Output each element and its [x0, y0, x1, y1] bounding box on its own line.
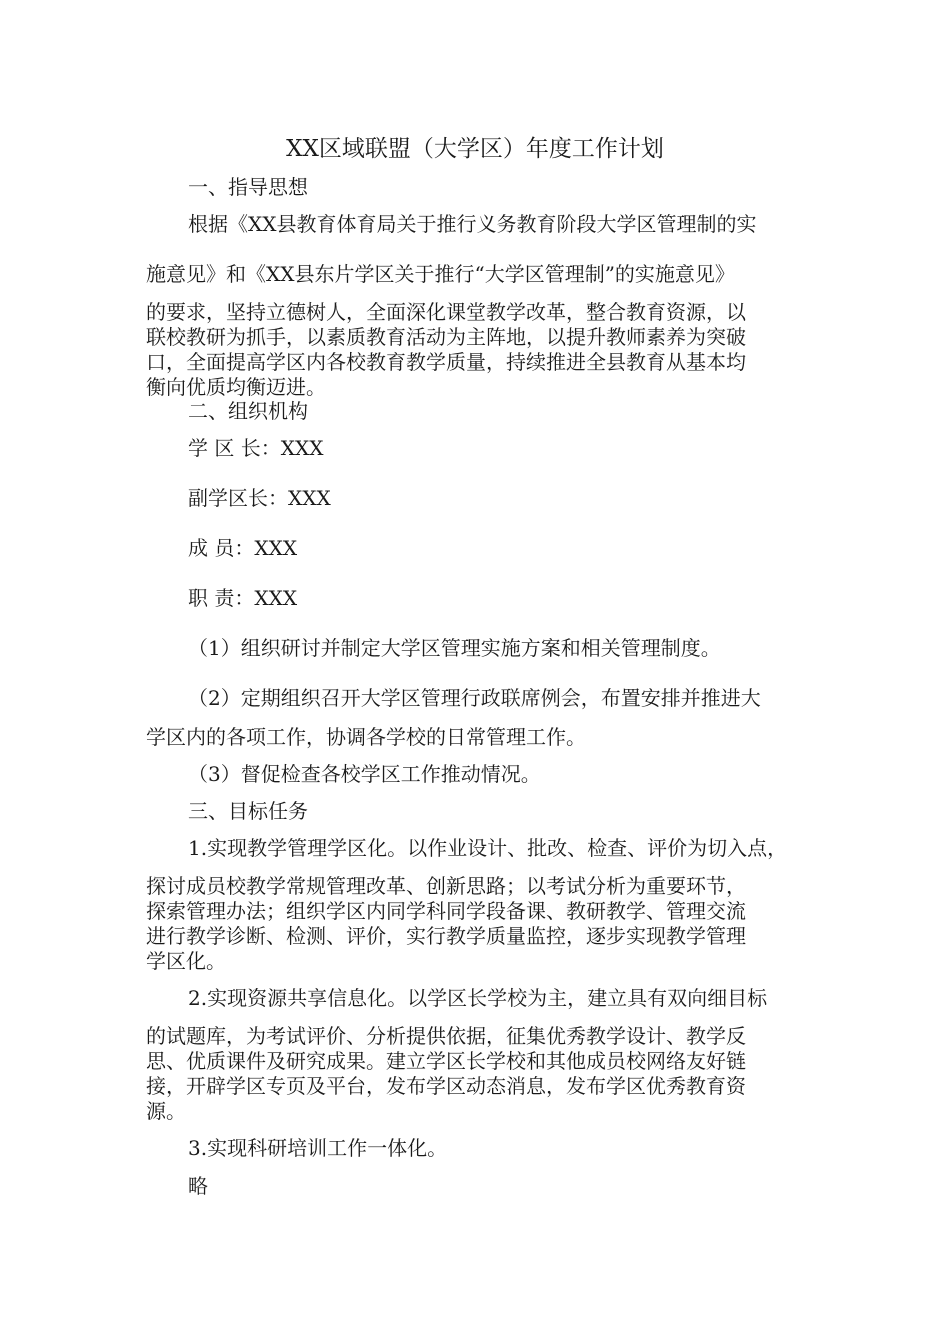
duty-item: （1）组织研讨并制定大学区管理实施方案和相关管理制度。	[188, 636, 721, 660]
paragraph-line: 探讨成员校教学常规管理改革、创新思路；以考试分析为重要环节，	[146, 874, 746, 898]
paragraph-line: 学区化。	[146, 949, 226, 973]
org-deputy-leader: 副学区长：XXX	[188, 486, 331, 510]
paragraph-line: 根据《XX县教育体育局关于推行义务教育阶段大学区管理制的实	[188, 212, 757, 236]
paragraph-line: 衡向优质均衡迈进。	[146, 375, 326, 399]
paragraph-line: 探索管理办法；组织学区内同学科同学段备课、教研教学、管理交流	[146, 899, 746, 923]
paragraph-line: 进行教学诊断、检测、评价，实行教学质量监控，逐步实现教学管理	[146, 924, 746, 948]
paragraph-line: 施意见》和《XX县东片学区关于推行“大学区管理制”的实施意见》	[146, 262, 735, 286]
paragraph-line: 的要求，坚持立德树人，全面深化课堂教学改革，整合教育资源，以	[146, 300, 746, 324]
paragraph-line: 3.实现科研培训工作一体化。	[188, 1136, 448, 1160]
section-heading-organization: 二、组织机构	[188, 399, 308, 423]
duty-item: （3）督促检查各校学区工作推动情况。	[188, 762, 541, 786]
paragraph-line: 1.实现教学管理学区化。以作业设计、批改、检查、评价为切入点，	[188, 836, 788, 860]
org-duties: 职 责：XXX	[188, 586, 298, 610]
paragraph-line: 口，全面提高学区内各校教育教学质量，持续推进全县教育从基本均	[146, 350, 746, 374]
duty-item: （2）定期组织召开大学区管理行政联席例会，布置安排并推进大	[188, 686, 761, 710]
paragraph-line: 略	[188, 1174, 208, 1198]
org-leader: 学 区 长：XXX	[188, 436, 324, 460]
org-members: 成 员：XXX	[188, 536, 298, 560]
paragraph-line: 接，开辟学区专页及平台，发布学区动态消息，发布学区优秀教育资	[146, 1074, 746, 1098]
paragraph-line: 联校教研为抓手，以素质教育活动为主阵地，以提升教师素养为突破	[146, 325, 746, 349]
paragraph-line: 的试题库，为考试评价、分析提供依据，征集优秀教学设计、教学反	[146, 1024, 746, 1048]
paragraph-line: 思、优质课件及研究成果。建立学区长学校和其他成员校网络友好链	[146, 1049, 746, 1073]
duty-item-continuation: 学区内的各项工作，协调各学校的日常管理工作。	[146, 725, 586, 749]
document-title: XX区域联盟（大学区）年度工作计划	[286, 136, 664, 162]
paragraph-line: 2.实现资源共享信息化。以学区长学校为主，建立具有双向细目标	[188, 986, 768, 1010]
section-heading-goals: 三、目标任务	[188, 799, 308, 823]
section-heading-guiding-ideology: 一、指导思想	[188, 175, 308, 199]
paragraph-line: 源。	[146, 1099, 186, 1123]
